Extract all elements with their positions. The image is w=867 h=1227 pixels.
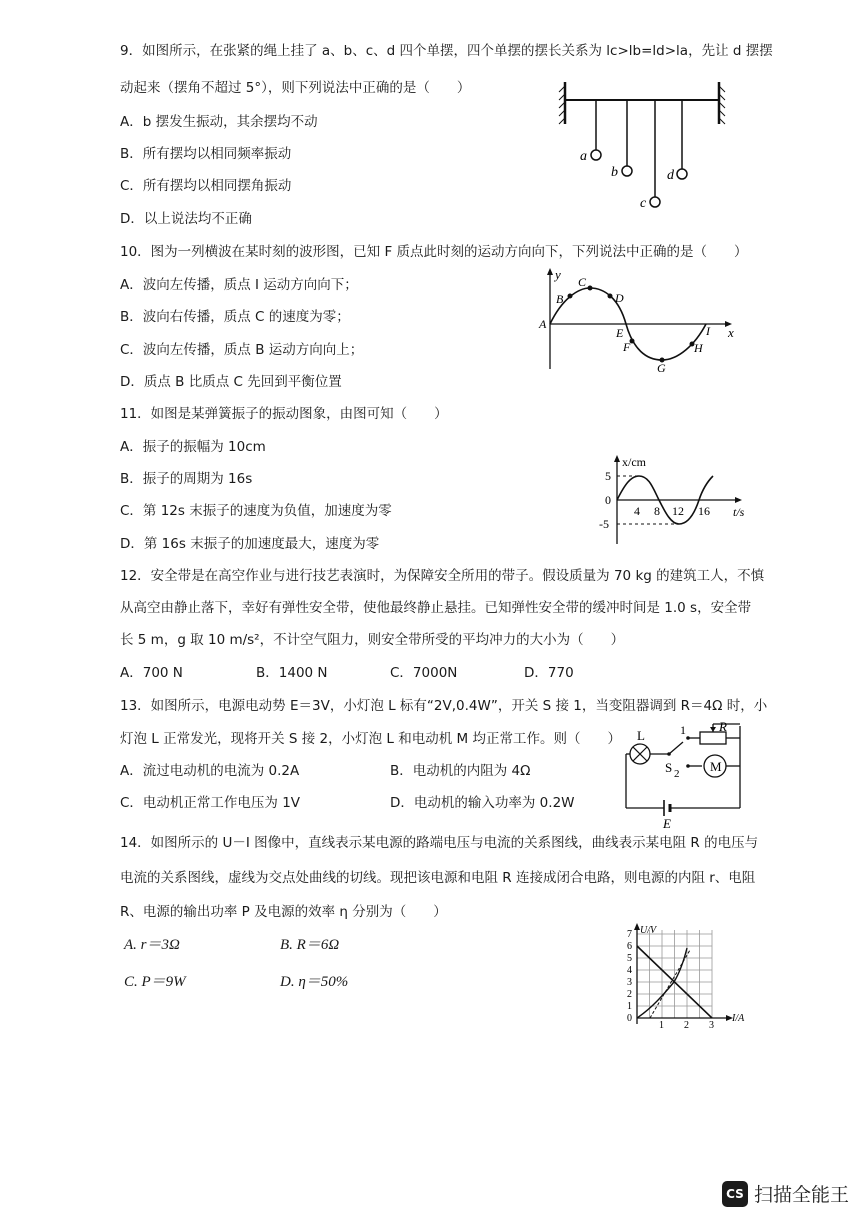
q13-option-c: C．电动机正常工作电压为 1V <box>120 795 301 811</box>
osc-ytick-neg5: -5 <box>599 517 609 531</box>
ui-y-label: U/V <box>640 925 657 936</box>
osc-ytick-0: 0 <box>605 493 611 507</box>
q14-stem-line1: 14．如图所示的 U－I 图像中，直线表示某电源的路端电压与电流的关系图线，曲线表示某电阻 R 的电压与 <box>120 835 759 851</box>
q12-stem-line2: 从高空由静止落下，幸好有弹性安全带，使他最终静止悬挂。已知弹性安全带的缓冲时间是 1.0 s，安全带 <box>120 600 752 616</box>
ui-ytick-1: 1 <box>627 1001 632 1012</box>
circuit-label-R: R <box>719 719 727 734</box>
q14-stem-line3: R、电源的输出功率 P 及电源的效率 η 分别为（ ） <box>120 904 447 920</box>
label-d: d <box>667 168 674 183</box>
osc-xtick-8: 8 <box>654 504 660 518</box>
ui-xtick-1: 1 <box>659 1020 664 1030</box>
q10-option-d: D．质点 B 比质点 C 先回到平衡位置 <box>120 374 342 390</box>
circuit-label-S: S <box>665 760 673 775</box>
pendulum-figure <box>555 80 735 215</box>
q12-option-c: C．7000N <box>390 665 458 681</box>
q14-option-b: B. R＝6Ω <box>280 937 340 953</box>
wave-label-E: E <box>616 326 624 340</box>
ui-ytick-7: 7 <box>627 929 632 940</box>
q12-option-a: A．700 N <box>120 665 183 681</box>
circuit-figure <box>618 718 750 830</box>
q14-stem-line2: 电流的关系图线，虚线为交点处曲线的切线。现把该电源和电阻 R 连接成闭合电路，则电源的内阻 r、电阻 <box>120 870 756 886</box>
pendulum-d-bob <box>677 169 687 179</box>
osc-xtick-12: 12 <box>672 504 684 518</box>
q9-option-a: A．b 摆发生振动，其余摆均不动 <box>120 114 318 130</box>
wave-figure <box>535 265 745 375</box>
q9-option-b: B．所有摆均以相同频率振动 <box>120 146 292 162</box>
q13-option-d: D．电动机的输入功率为 0.2W <box>390 795 575 811</box>
q12-stem-line1: 12．安全带是在高空作业与进行技艺表演时，为保障安全所用的带子。假设质量为 70 kg 的建筑工人，不慎 <box>120 568 765 584</box>
oscillation-figure <box>595 448 765 548</box>
q10-stem: 10．图为一列横波在某时刻的波形图，已知 F 质点此时刻的运动方向向下，下列说法中正确的是（ ） <box>120 244 748 260</box>
q13-stem-line1: 13．如图所示，电源电动势 E＝3V，小灯泡 L 标有“2V,0.4W”，开关 S 接 1，当变阻器调到 R＝4Ω 时，小 <box>120 698 768 714</box>
osc-y-label: x/cm <box>622 455 646 469</box>
wave-label-D: D <box>615 291 624 305</box>
ui-x-label: I/A <box>732 1013 745 1024</box>
q11-option-b: B．振子的周期为 16s <box>120 471 253 487</box>
q10-option-a: A．波向左传播，质点 I 运动方向向下； <box>120 277 358 293</box>
wave-label-A: A <box>539 317 547 331</box>
wave-label-F: F <box>623 340 631 354</box>
wave-x-label: x <box>728 325 734 340</box>
q14-option-d: D. η＝50% <box>280 974 349 990</box>
q14-option-c: C. P＝9W <box>124 974 186 990</box>
switch-S <box>669 742 683 754</box>
ui-ytick-6: 6 <box>627 941 632 952</box>
osc-xtick-4: 4 <box>634 504 640 518</box>
q11-option-a: A．振子的振幅为 10cm <box>120 439 266 455</box>
q11-option-c: C．第 12s 末振子的速度为负值，加速度为零 <box>120 503 392 519</box>
circuit-label-L: L <box>637 728 645 743</box>
circuit-label-1: 1 <box>680 723 686 737</box>
scanner-watermark <box>722 1180 849 1207</box>
q12-option-d: D．770 <box>524 665 574 681</box>
ui-xtick-3: 3 <box>709 1020 714 1030</box>
wave-label-H: H <box>694 341 703 355</box>
q13-option-a: A．流过电动机的电流为 0.2A <box>120 763 300 779</box>
label-a: a <box>580 149 587 164</box>
wave-y-label: y <box>555 267 561 282</box>
ui-ytick-4: 4 <box>627 965 632 976</box>
q9-option-c: C．所有摆均以相同摆角振动 <box>120 178 292 194</box>
ui-ytick-0: 0 <box>627 1013 632 1024</box>
osc-x-label: t/s <box>733 505 745 519</box>
label-c: c <box>640 196 647 211</box>
ui-ytick-3: 3 <box>627 977 632 988</box>
q9-stem-line2: 动起来（摆角不超过 5°），则下列说法中正确的是（ ） <box>120 80 471 96</box>
circuit-label-M: M <box>710 759 722 774</box>
wave-label-I: I <box>706 324 710 338</box>
q13-stem-line2: 灯泡 L 正常发光，现将开关 S 接 2，小灯泡 L 和电动机 M 均正常工作。则（ ） <box>120 731 621 747</box>
circuit-label-2: 2 <box>674 768 680 780</box>
wave-label-G: G <box>657 361 666 375</box>
q13-option-b: B．电动机的内阻为 4Ω <box>390 763 531 779</box>
wave-label-C: C <box>578 275 587 289</box>
ui-ytick-2: 2 <box>627 989 632 1000</box>
q12-option-b: B．1400 N <box>256 665 328 681</box>
q9-stem-line1: 9．如图所示，在张紧的绳上挂了 a、b、c、d 四个单摆，四个单摆的摆长关系为 lc>lb=ld>la，先让 d 摆摆 <box>120 43 773 59</box>
osc-xtick-16: 16 <box>698 504 710 518</box>
q10-option-c: C．波向左传播，质点 B 运动方向向上； <box>120 342 364 358</box>
camscanner-logo-icon: CS <box>722 1181 748 1207</box>
ui-ytick-5: 5 <box>627 953 632 964</box>
watermark-text: 扫描全能王 <box>754 1184 850 1206</box>
circuit-label-E: E <box>663 816 671 830</box>
q14-option-a: A. r＝3Ω <box>124 937 180 953</box>
ui-graph-figure <box>612 920 762 1030</box>
q9-option-d: D．以上说法均不正确 <box>120 211 252 227</box>
q11-stem: 11．如图是某弹簧振子的振动图象，由图可知（ ） <box>120 406 448 422</box>
q11-option-d: D．第 16s 末振子的加速度最大，速度为零 <box>120 536 380 552</box>
pendulum-a-bob <box>591 150 601 160</box>
pendulum-c-bob <box>650 197 660 207</box>
ui-xtick-2: 2 <box>684 1020 689 1030</box>
wave-label-B: B <box>556 292 564 306</box>
osc-ytick-5: 5 <box>605 469 611 483</box>
pendulum-b-bob <box>622 166 632 176</box>
q10-option-b: B．波向右传播，质点 C 的速度为零； <box>120 309 350 325</box>
q12-stem-line3: 长 5 m，g 取 10 m/s²，不计空气阻力，则安全带所受的平均冲力的大小为（ ） <box>120 632 625 648</box>
label-b: b <box>611 165 618 180</box>
